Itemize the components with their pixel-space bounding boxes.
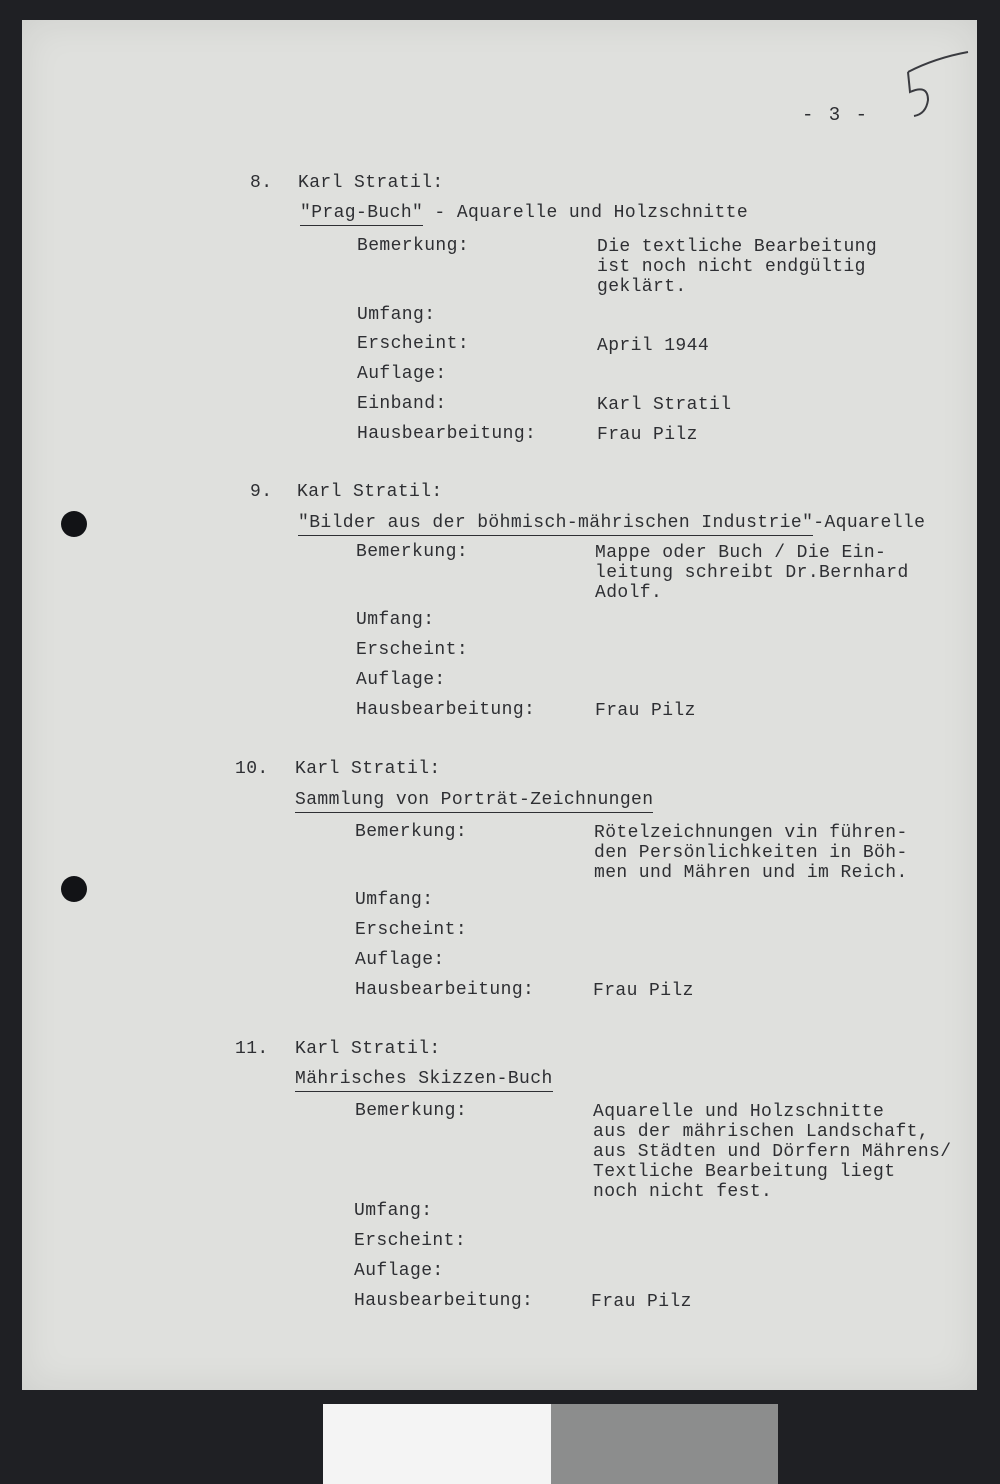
entry-title-line	[300, 203, 748, 223]
entry-title-line	[295, 790, 653, 810]
field-label: Auflage:	[356, 670, 446, 690]
field-value: Frau Pilz	[597, 425, 698, 445]
entry-author: Karl Stratil:	[297, 482, 443, 502]
handwritten-mark	[900, 50, 970, 120]
entry-author: Karl Stratil:	[295, 1039, 441, 1059]
field-label: Umfang:	[357, 305, 436, 325]
entry-title: Mährisches Skizzen-Buch	[295, 1069, 553, 1092]
field-value: Aquarelle und Holzschnitte aus der mährischen Landschaft, aus Städten und Dörfern Mährens/ Textliche Bearbeitung liegt noch nicht fest.	[593, 1102, 952, 1202]
field-label: Erscheint:	[357, 334, 470, 354]
entry-number: 10.	[235, 759, 269, 779]
entry-author: Karl Stratil:	[295, 759, 441, 779]
field-value: Rötelzeichnungen vin führen- den Persönlichkeiten in Böh- men und Mähren und im Reich.	[594, 823, 908, 883]
punch-hole-bottom	[61, 876, 87, 902]
entry-title: Sammlung von Porträt-Zeichnungen	[295, 790, 653, 813]
entry-title-line	[298, 513, 925, 533]
field-label: Erscheint:	[355, 920, 468, 940]
field-label: Bemerkung:	[355, 1101, 468, 1121]
entry-title-rest: -Aquarelle	[813, 513, 926, 533]
calibration-strip-white	[323, 1404, 551, 1484]
entry-title: "Prag-Buch"	[300, 203, 423, 226]
punch-hole-top	[61, 511, 87, 537]
page-number: - 3 -	[802, 104, 870, 126]
entry-author: Karl Stratil:	[298, 173, 444, 193]
field-label: Auflage:	[355, 950, 445, 970]
field-label: Umfang:	[355, 890, 434, 910]
field-value: Die textliche Bearbeitung ist noch nicht endgültig geklärt.	[597, 237, 878, 297]
entry-title-rest: - Aquarelle und Holzschnitte	[423, 203, 749, 223]
field-label: Hausbearbeitung:	[355, 980, 535, 1000]
entry-number: 8.	[250, 173, 273, 193]
entry-number: 11.	[235, 1039, 269, 1059]
field-value: Frau Pilz	[595, 701, 696, 721]
field-value: Mappe oder Buch / Die Ein- leitung schreibt Dr.Bernhard Adolf.	[595, 543, 909, 603]
field-label: Bemerkung:	[357, 236, 470, 256]
field-label: Einband:	[357, 394, 447, 414]
field-value: Karl Stratil	[597, 395, 732, 415]
field-label: Hausbearbeitung:	[354, 1291, 534, 1311]
calibration-strip-gray	[551, 1404, 778, 1484]
entry-title-line	[295, 1069, 553, 1089]
field-label: Auflage:	[354, 1261, 444, 1281]
entry-number: 9.	[250, 482, 273, 502]
field-label: Erscheint:	[356, 640, 469, 660]
field-label: Umfang:	[354, 1201, 433, 1221]
entry-title: "Bilder aus der böhmisch-mährischen Industrie"	[298, 513, 813, 536]
field-label: Hausbearbeitung:	[357, 424, 537, 444]
field-label: Bemerkung:	[355, 822, 468, 842]
field-label: Auflage:	[357, 364, 447, 384]
field-value: April 1944	[597, 336, 710, 356]
field-label: Hausbearbeitung:	[356, 700, 536, 720]
field-label: Umfang:	[356, 610, 435, 630]
field-value: Frau Pilz	[593, 981, 694, 1001]
field-value: Frau Pilz	[591, 1292, 692, 1312]
field-label: Erscheint:	[354, 1231, 467, 1251]
field-label: Bemerkung:	[356, 542, 469, 562]
